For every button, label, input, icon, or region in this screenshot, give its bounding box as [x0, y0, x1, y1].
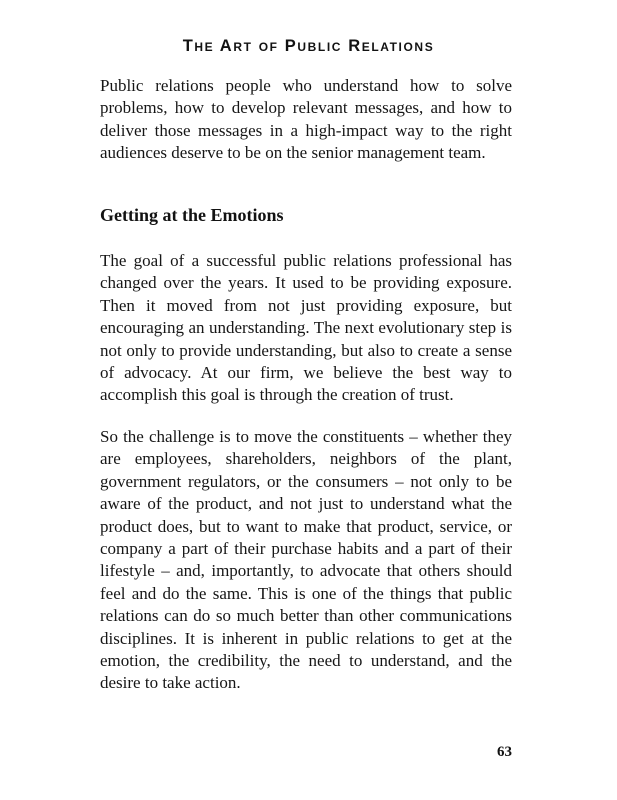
paragraph-challenge: So the challenge is to move the constituents – whether they are employees, shareholders, neighbors of the plant, government regulators, or the consumers – not only to be aware of the product, and not just to understand what the product does, but to want to make that product, service, or company a part of their purchase habits and a part of their lifestyle – and, importantly, to advocate that others should feel and do the same. This is one of the things that public relations can do so much better than other communications disciplines. It is inherent in public relations to get at the emotion, the credibility, the need to understand, and the desire to take action. — [100, 426, 512, 693]
page-number: 63 — [497, 744, 512, 760]
section-heading: Getting at the Emotions — [100, 204, 284, 225]
running-header: The Art of Public Relations — [182, 37, 435, 55]
body-text-block — [100, 0, 512, 695]
paragraph-intro: Public relations people who understand how to solve problems, how to develop relevant messages, and how to deliver those messages in a high-impact way to the right audiences deserve to be on the senior management team. — [100, 76, 512, 163]
paragraph-goal: The goal of a successful public relations professional has changed over the years. It used to be providing exposure. Then it moved from not just providing exposure, but encouraging an understanding. The next evolutionary step is not only to provide understanding, but also to create a sense of advocacy. At our firm, we believe the best way to accomplish this goal is through the creation of trust. — [100, 251, 512, 405]
